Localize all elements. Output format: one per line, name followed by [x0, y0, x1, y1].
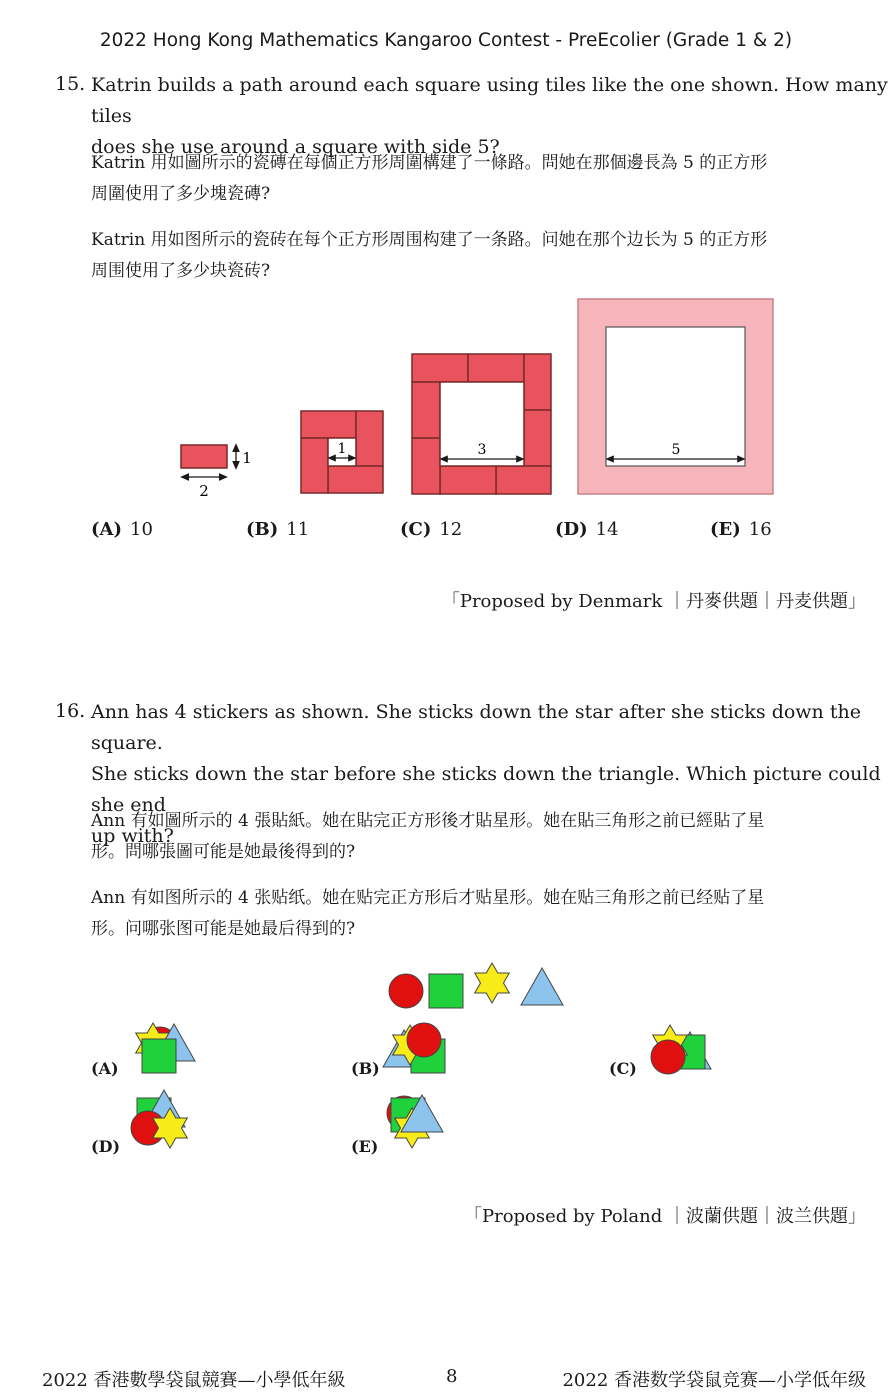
q15-text-sc-line: Katrin 用如图所示的瓷砖在每个正方形周围构建了一条路。问她在那个边长为 5 的正方形 — [91, 230, 768, 250]
single-tile — [181, 445, 252, 500]
q16-credit: 「Proposed by Poland ｜波蘭供題｜波兰供題」 — [463, 1206, 866, 1227]
q16-option-c-picture — [651, 1025, 711, 1074]
option-value: 10 — [130, 519, 153, 540]
option-value: 11 — [286, 519, 310, 540]
q15-credit: 「Proposed by Denmark ｜丹麥供題｜丹麦供題」 — [441, 591, 866, 612]
tile-width-label: 2 — [199, 482, 209, 500]
square3-label: 5 — [671, 442, 681, 458]
q16-figures — [0, 950, 892, 1170]
q15-figure — [0, 290, 892, 510]
option-letter: (A) — [91, 519, 122, 540]
q15-option-c[interactable] — [400, 519, 462, 540]
q16-option-b-picture — [383, 1023, 445, 1073]
page-number: 8 — [446, 1366, 458, 1387]
q16-option-b[interactable]: (B) — [351, 1059, 380, 1078]
path-square-side-5 — [578, 299, 773, 494]
q16-text-en-line: up with? — [91, 825, 174, 847]
q16-option-d-picture — [131, 1090, 187, 1148]
q16-text-sc-line: Ann 有如图所示的 4 张贴纸。她在贴完正方形后才贴星形。她在贴三角形之前已经贴了星 — [91, 888, 765, 908]
q15-text-en-line: Katrin builds a path around each square using tiles like the one shown. How many tiles — [91, 74, 888, 127]
page-header-title: 2022 Hong Kong Mathematics Kangaroo Contest - PreEcolier (Grade 1 & 2) — [99, 30, 793, 51]
q16-option-a-picture — [136, 1023, 195, 1073]
triangle-sticker — [521, 968, 563, 1005]
path-square-side-3 — [412, 354, 551, 494]
q16-option-d[interactable]: (D) — [91, 1137, 121, 1156]
q16-option-e-picture — [387, 1095, 443, 1148]
q15-text-tc-line: 周圍使用了多少塊瓷磚? — [91, 184, 271, 204]
tile-height-label: 1 — [242, 449, 252, 467]
option-value: 16 — [748, 519, 772, 540]
square-sticker — [429, 974, 463, 1008]
square2-label: 3 — [477, 442, 487, 458]
option-letter: (B) — [246, 519, 279, 540]
square1-label: 1 — [337, 441, 347, 457]
option-letter: (E) — [710, 519, 741, 540]
option-letter: (D) — [555, 519, 588, 540]
q15-option-e[interactable] — [710, 519, 772, 540]
q16-text-sc-line: 形。问哪张图可能是她最后得到的? — [91, 919, 356, 939]
star-sticker — [475, 963, 510, 1003]
q15-option-d[interactable] — [555, 519, 619, 540]
q16-number: 16. — [55, 700, 86, 722]
q16-option-a[interactable]: (A) — [91, 1059, 119, 1078]
q16-text-tc-line: 形。問哪張圖可能是她最後得到的? — [91, 842, 356, 862]
option-letter: (C) — [400, 519, 432, 540]
option-value: 14 — [595, 519, 619, 540]
q15-text-en-line: does she use around a square with side 5? — [91, 136, 500, 158]
circle-sticker — [389, 974, 423, 1008]
q16-text-en-line: Ann has 4 stickers as shown. She sticks down the star after she sticks down the square. — [91, 701, 861, 754]
q16-option-c[interactable]: (C) — [609, 1059, 637, 1078]
footer-left: 2022 香港數學袋鼠競賽—小學低年級 — [42, 1370, 346, 1391]
q16-option-e[interactable]: (E) — [351, 1137, 379, 1156]
q16-text-tc — [91, 806, 764, 868]
q16-text-sc — [91, 883, 764, 945]
option-value: 12 — [439, 519, 463, 540]
q15-number: 15. — [55, 73, 86, 95]
q16-text-en-line: She sticks down the star before she sticks down the triangle. Which picture could she end — [91, 763, 881, 816]
q15-text-tc — [91, 148, 767, 210]
footer-right: 2022 香港数学袋鼠竞赛—小学低年级 — [562, 1370, 866, 1391]
q15-option-b[interactable] — [246, 519, 309, 540]
stickers-set — [389, 963, 563, 1008]
q15-text-sc — [91, 225, 767, 287]
q15-text-tc-line: Katrin 用如圖所示的瓷磚在每個正方形周圍構建了一條路。問她在那個邊長為 5 的正方形 — [91, 153, 768, 173]
q15-option-a[interactable] — [91, 519, 153, 540]
q16-text-tc-line: Ann 有如圖所示的 4 張貼紙。她在貼完正方形後才貼星形。她在貼三角形之前已經貼了星 — [91, 811, 765, 831]
q15-text-sc-line: 周围使用了多少块瓷砖? — [91, 261, 271, 281]
